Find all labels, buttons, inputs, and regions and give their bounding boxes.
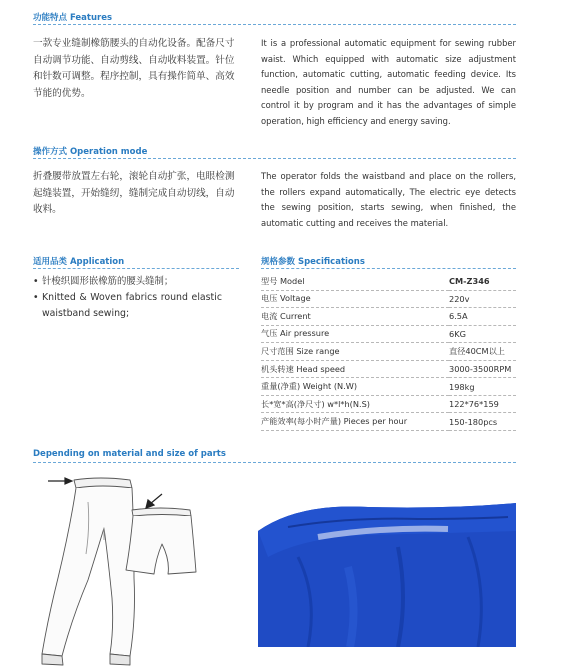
spec-row [261,395,516,413]
application-item [33,290,233,322]
operation-title: 操作方式 Operation mode [33,147,148,157]
application-item-text: Knitted & Woven fabrics round elastic waistband sewing; [42,292,222,319]
spec-value: 150-180pcs [449,413,516,431]
specifications-table [261,273,516,431]
specifications-title: 规格参数 Specifications [261,257,365,267]
features-divider [33,24,516,25]
depending-divider [33,462,516,463]
spec-row [261,273,516,290]
application-title: 适用品类 Application [33,257,125,267]
spec-value: 198kg [449,378,516,396]
features-zh-text: 一款专业缝制橡筋腰头的自动化设备。配备尺寸自动调节功能、自动剪线、自动收料装置。针位和针数可调整。程序控制，具有操作简单、高效节能的优势。 [33,38,235,99]
spec-value: 220v [449,290,516,308]
application-list [33,274,233,322]
spec-label: 长*宽*高(净尺寸) w*l*h(N.S) [261,395,449,413]
spec-value: 6KG [449,325,516,343]
spec-value: 122*76*159 [449,395,516,413]
spec-value: 6.5A [449,308,516,326]
spec-row [261,325,516,343]
spec-row [261,378,516,396]
application-item-text: 针梭织圆形嵌橡筋的腰头缝制； [42,276,174,287]
features-en-text: It is a professional automatic equipment for sewing rubber waist. Which equipped with automatic size adjustment function, automatic cutting, automatic feeding device. Its needle position and number can be adjusted. We can control it by program and it has the advantages of simple operation, high efficiency and energy saving. [261,38,516,126]
spec-label: 气压 Air pressure [261,325,449,343]
spec-label: 电流 Current [261,308,449,326]
operation-zh-text: 折叠腰带放置左右轮，滚轮自动扩张，电眼检测起缝装置，开始缝纫，缝制完成自动切线，自动收料。 [33,171,235,215]
spec-label: 电压 Voltage [261,290,449,308]
spec-label: 产能效率(每小时产量) Pieces per hour [261,413,449,431]
spec-row [261,413,516,431]
spec-label: 重量(净重) Weight (N.W) [261,378,449,396]
pants-shorts-illustration [30,468,230,668]
spec-label: 尺寸范围 Size range [261,343,449,361]
operation-en-text: The operator folds the waistband and place on the rollers, the rollers expand automatically, The electric eye detects the sewing position, starts sewing, when finished, the automatic cutting and receives the material. [261,171,516,228]
spec-value: 直径40CM以上 [449,343,516,361]
spec-label: 型号 Model [261,273,449,290]
features-title: 功能特点 Features [33,13,113,23]
specifications-table-body [261,273,516,430]
spec-row [261,290,516,308]
spec-row [261,308,516,326]
blue-waistband-photo [258,497,516,647]
bullet: • [33,276,39,287]
spec-row [261,360,516,378]
bullet: • [33,292,39,303]
specifications-divider [261,268,516,269]
operation-divider [33,158,516,159]
spec-value: CM-Z346 [449,273,516,290]
spec-row [261,343,516,361]
spec-value: 3000-3500RPM [449,360,516,378]
application-item [33,274,233,290]
spec-label: 机头转速 Head speed [261,360,449,378]
depending-title: Depending on material and size of parts [33,449,226,459]
application-divider [33,268,239,269]
